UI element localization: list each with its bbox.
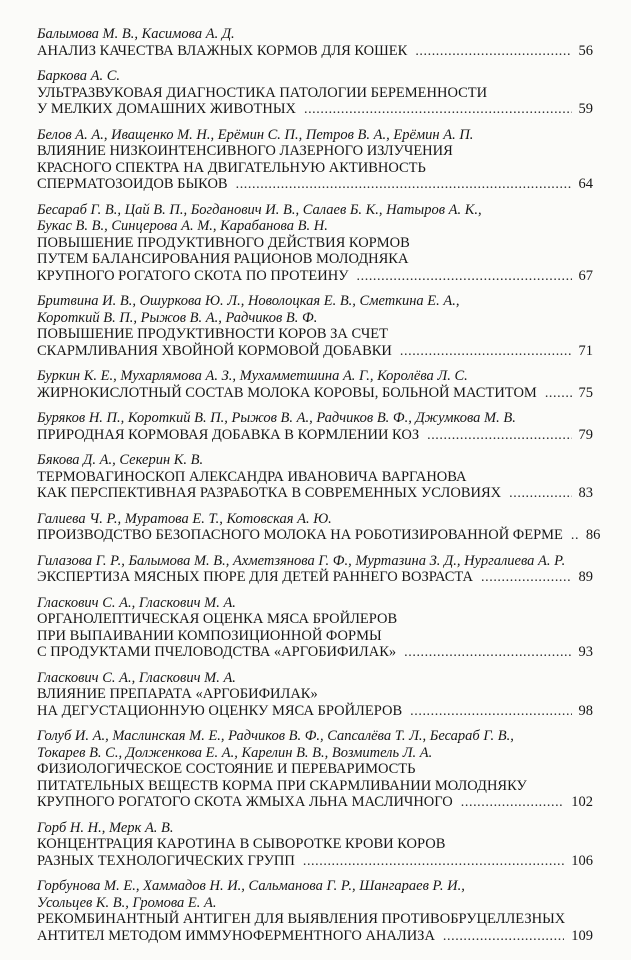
entry-title-text: ПОВЫШЕНИЕ ПРОДУКТИВНОСТИ КОРОВ ЗА СЧЕТ xyxy=(37,326,388,342)
entry-author-line: Токарев В. С., Долженкова Е. А., Карелин В. В., Возмитель Л. А. xyxy=(37,744,433,761)
dotted-leader xyxy=(415,43,571,61)
entry-authors xyxy=(37,553,593,570)
entry-title-lines xyxy=(37,43,593,61)
entry-title-lines xyxy=(37,385,593,403)
dotted-leader xyxy=(404,644,571,662)
entry-title-line xyxy=(37,836,593,853)
entry-title-lines xyxy=(37,326,593,360)
entry-title-text: ЭКСПЕРТИЗА МЯСНЫХ ПЮРЕ ДЛЯ ДЕТЕЙ РАННЕГО ВОЗРАСТА xyxy=(37,569,474,585)
entry-page-number: 83 xyxy=(578,485,593,501)
entry-title-text: АНТИТЕЛ МЕТОДОМ ИММУНОФЕРМЕНТНОГО АНАЛИЗА xyxy=(37,927,435,944)
entry-title-text: АНАЛИЗ КАЧЕСТВА ВЛАЖНЫХ КОРМОВ ДЛЯ КОШЕК xyxy=(37,42,408,59)
toc-entry xyxy=(37,26,593,60)
entry-title-line xyxy=(37,928,593,946)
entry-title-line xyxy=(37,251,593,268)
entry-title-lines xyxy=(37,836,593,870)
entry-title-line xyxy=(37,628,593,645)
entry-title-text: С ПРОДУКТАМИ ПЧЕЛОВОДСТВА «АРГОБИФИЛАК» xyxy=(37,644,397,660)
toc-entry xyxy=(37,127,593,194)
entry-title-line xyxy=(37,343,593,361)
entry-title-lines xyxy=(37,235,593,286)
entry-page-number: 86 xyxy=(585,527,601,543)
entry-authors xyxy=(37,820,593,837)
entry-authors xyxy=(37,878,593,911)
entry-title-text: ОРГАНОЛЕПТИЧЕСКАЯ ОЦЕНКА МЯСА БРОЙЛЕРОВ xyxy=(37,611,398,627)
entry-title-line xyxy=(37,101,593,119)
entry-title-line xyxy=(37,569,593,587)
entry-authors xyxy=(37,68,593,85)
entry-title-text: СПЕРМАТОЗОИДОВ БЫКОВ xyxy=(37,176,228,192)
entry-title-line xyxy=(37,85,593,102)
entry-title-line xyxy=(37,761,593,778)
entry-authors xyxy=(37,511,593,528)
entry-author-line: Буряков Н. П., Короткий В. П., Рыжов В. А., Радчиков В. Ф., Джумкова М. В. xyxy=(37,410,516,426)
dotted-leader xyxy=(481,569,571,587)
entry-title-line xyxy=(37,703,593,721)
entry-authors xyxy=(37,410,593,427)
entry-title-text: ВЛИЯНИЕ НИЗКОИНТЕНСИВНОГО ЛАЗЕРНОГО ИЗЛУЧЕНИЯ xyxy=(37,143,453,159)
entry-title-line xyxy=(37,853,593,871)
entry-title-lines xyxy=(37,569,593,587)
entry-authors xyxy=(37,368,593,385)
toc-entry xyxy=(37,293,593,360)
entry-author-line: Голуб И. А., Маслинская М. Е., Радчиков В. Ф., Сапсалёва Т. Л., Бесараб Г. В., xyxy=(37,728,514,744)
entry-authors xyxy=(37,26,593,43)
toc-entry xyxy=(37,820,593,871)
entry-authors xyxy=(37,452,593,469)
toc-entry xyxy=(37,595,593,662)
entry-title-text: У МЕЛКИХ ДОМАШНИХ ЖИВОТНЫХ xyxy=(37,101,296,117)
dotted-leader xyxy=(304,101,572,119)
entry-title-lines xyxy=(37,611,593,662)
entry-title-text: РАЗНЫХ ТЕХНОЛОГИЧЕСКИХ ГРУПП xyxy=(37,852,295,869)
entry-title-line xyxy=(37,235,593,252)
entry-page-number: 106 xyxy=(571,852,593,869)
dotted-leader xyxy=(443,928,564,946)
entry-title-line xyxy=(37,611,593,628)
entry-title-text: КРУПНОГО РОГАТОГО СКОТА ЖМЫХА ЛЬНА МАСЛИЧНОГО xyxy=(37,794,453,810)
entry-author-line: Баркова А. С. xyxy=(37,68,121,84)
entry-author-line: Галиева Ч. Р., Муратова Е. Т., Котовская А. Ю. xyxy=(37,510,332,527)
entry-title-text: ПИТАТЕЛЬНЫХ ВЕЩЕСТВ КОРМА ПРИ СКАРМЛИВАНИИ МОЛОДНЯКУ xyxy=(37,777,527,794)
entry-title-text: КАК ПЕРСПЕКТИВНАЯ РАЗРАБОТКА В СОВРЕМЕННЫХ УСЛОВИЯХ xyxy=(37,485,502,501)
entry-author-line: Белов А. А., Иващенко М. Н., Ерёмин С. П., Петров В. А., Ерёмин А. П. xyxy=(37,126,474,143)
entry-page-number: 67 xyxy=(578,267,593,284)
entry-author-line: Бесараб Г. В., Цай В. П., Богданович И. В., Салаев Б. К., Натыров А. К., xyxy=(37,201,482,218)
entry-author-line: Бякова Д. А., Секерин К. В. xyxy=(37,452,204,468)
entry-title-line xyxy=(37,176,593,194)
entry-authors xyxy=(37,728,593,761)
entry-title-text: СКАРМЛИВАНИЯ ХВОЙНОЙ КОРМОВОЙ ДОБАВКИ xyxy=(37,342,392,359)
entry-title-line xyxy=(37,644,593,662)
entry-title-line xyxy=(37,794,593,812)
entry-author-line: Бритвина И. В., Ошуркова Ю. Л., Новолоцкая Е. В., Сметкина Е. А., xyxy=(37,293,460,309)
entry-title-line xyxy=(37,268,593,286)
entry-author-line: Горбунова М. Е., Хаммадов Н. И., Сальманова Г. Р., Шангараев Р. И., xyxy=(37,878,465,894)
entry-title-line xyxy=(37,686,593,703)
entry-title-lines xyxy=(37,527,601,545)
entry-title-lines xyxy=(37,469,593,503)
toc-entry xyxy=(37,553,593,587)
entry-title-text: ПОВЫШЕНИЕ ПРОДУКТИВНОГО ДЕЙСТВИЯ КОРМОВ xyxy=(37,234,410,251)
entry-title-lines xyxy=(37,85,593,119)
entry-title-line xyxy=(37,778,593,795)
entry-title-line xyxy=(37,143,593,160)
entry-authors xyxy=(37,595,593,612)
entry-title-text: КРАСНОГО СПЕКТРА НА ДВИГАТЕЛЬНУЮ АКТИВНОСТЬ xyxy=(37,159,426,176)
entry-page-number: 79 xyxy=(578,426,593,443)
entry-author-line: Буркин К. Е., Мухарлямова А. З., Мухамметшина А. Г., Королёва Л. С. xyxy=(37,368,468,384)
entry-title-lines xyxy=(37,911,593,945)
entry-title-text: ПРОИЗВОДСТВО БЕЗОПАСНОГО МОЛОКА НА РОБОТИЗИРОВАННОЙ ФЕРМЕ xyxy=(37,527,563,543)
entry-title-text: ПРИРОДНАЯ КОРМОВАЯ ДОБАВКА В КОРМЛЕНИИ КОЗ xyxy=(37,426,420,443)
entry-author-line: Гласкович С. А., Гласкович М. А. xyxy=(37,594,236,611)
entry-author-line: Балымова М. В., Касимова А. Д. xyxy=(37,26,235,42)
entry-page-number: 98 xyxy=(578,702,593,719)
entry-title-lines xyxy=(37,761,593,812)
entry-page-number: 56 xyxy=(578,42,593,59)
toc-entry xyxy=(37,68,593,119)
dotted-leader xyxy=(545,385,572,403)
entry-title-text: УЛЬТРАЗВУКОВАЯ ДИАГНОСТИКА ПАТОЛОГИИ БЕРЕМЕННОСТИ xyxy=(37,84,488,101)
dotted-leader xyxy=(410,703,571,721)
dotted-leader xyxy=(303,853,564,871)
dotted-leader xyxy=(461,794,564,812)
entry-authors xyxy=(37,202,593,235)
entry-page-number: 102 xyxy=(571,794,593,810)
entry-authors xyxy=(37,293,593,326)
toc-entry xyxy=(37,202,593,286)
dotted-leader xyxy=(427,427,571,445)
entry-title-line xyxy=(37,326,593,343)
toc-entry xyxy=(37,452,593,503)
entry-page-number: 93 xyxy=(578,644,593,660)
entry-title-lines xyxy=(37,427,593,445)
entry-authors xyxy=(37,127,593,144)
entry-title-text: КРУПНОГО РОГАТОГО СКОТА ПО ПРОТЕИНУ xyxy=(37,267,349,284)
toc-entry xyxy=(37,410,593,444)
entry-title-text: ВЛИЯНИЕ ПРЕПАРАТА «АРГОБИФИЛАК» xyxy=(37,686,318,702)
entry-title-text: КОНЦЕНТРАЦИЯ КАРОТИНА В СЫВОРОТКЕ КРОВИ КОРОВ xyxy=(37,836,446,852)
toc-entry xyxy=(37,728,593,812)
entry-title-text: ПУТЕМ БАЛАНСИРОВАНИЯ РАЦИОНОВ МОЛОДНЯКА xyxy=(37,251,409,267)
entry-title-line xyxy=(37,485,593,503)
dotted-leader xyxy=(357,268,572,286)
toc-list xyxy=(37,26,601,945)
entry-page-number: 59 xyxy=(578,101,593,117)
toc-entry xyxy=(37,368,593,402)
entry-title-line xyxy=(37,469,593,486)
toc-entry xyxy=(37,670,593,721)
entry-title-text: РЕКОМБИНАНТНЫЙ АНТИГЕН ДЛЯ ВЫЯВЛЕНИЯ ПРОТИВОБРУЦЕЛЛЕЗНЫХ xyxy=(37,911,566,927)
entry-page-number: 75 xyxy=(578,384,593,401)
entry-author-line: Гилазова Г. Р., Балымова М. В., Ахметзянова Г. Ф., Муртазина З. Д., Нургалиева А. Р. xyxy=(37,552,566,569)
entry-title-line xyxy=(37,427,593,445)
entry-title-line xyxy=(37,911,593,928)
entry-page-number: 109 xyxy=(571,927,593,944)
entry-title-line xyxy=(37,385,593,403)
entry-title-text: ТЕРМОВАГИНОСКОП АЛЕКСАНДРА ИВАНОВИЧА ВАРГАНОВА xyxy=(37,468,467,485)
entry-author-line: Букас В. В., Синцерова А. М., Карабанова В. Н. xyxy=(37,218,328,234)
entry-title-lines xyxy=(37,143,593,194)
entry-title-line xyxy=(37,527,601,545)
entry-author-line: Гласкович С. А., Гласкович М. А. xyxy=(37,669,236,686)
toc-entry xyxy=(37,878,593,945)
entry-page-number: 71 xyxy=(578,342,593,359)
entry-title-text: НА ДЕГУСТАЦИОННУЮ ОЦЕНКУ МЯСА БРОЙЛЕРОВ xyxy=(37,702,403,719)
dotted-leader xyxy=(400,343,572,361)
entry-author-line: Горб Н. Н., Мерк А. В. xyxy=(37,819,174,836)
entry-page-number: 89 xyxy=(578,569,593,585)
entry-title-text: ФИЗИОЛОГИЧЕСКОЕ СОСТОЯНИЕ И ПЕРЕВАРИМОСТЬ xyxy=(37,761,416,777)
entry-page-number: 64 xyxy=(578,176,593,192)
entry-author-line: Короткий В. П., Рыжов В. А., Радчиков В. Ф. xyxy=(37,309,318,326)
toc-entry xyxy=(37,510,601,545)
entry-author-line: Усольцев К. В., Громова Е. А. xyxy=(37,894,217,911)
dotted-leader xyxy=(236,176,572,194)
dotted-leader xyxy=(509,485,571,503)
dotted-leader xyxy=(571,527,579,545)
entry-title-line xyxy=(37,43,593,61)
entry-title-line xyxy=(37,160,593,177)
entry-authors xyxy=(37,670,593,687)
entry-title-text: ЖИРНОКИСЛОТНЫЙ СОСТАВ МОЛОКА КОРОВЫ, БОЛЬНОЙ МАСТИТОМ xyxy=(37,384,537,401)
entry-title-text: ПРИ ВЫПАИВАНИИ КОМПОЗИЦИОННОЙ ФОРМЫ xyxy=(37,627,382,644)
entry-title-lines xyxy=(37,686,593,720)
